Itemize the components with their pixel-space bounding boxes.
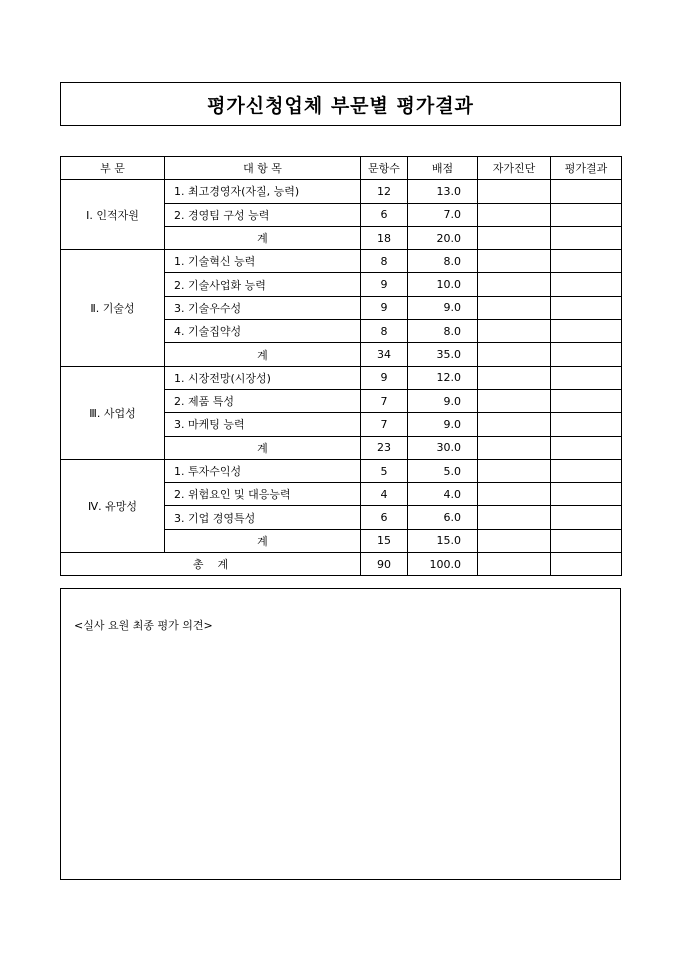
item-label: 2. 기술사업화 능력 — [165, 273, 361, 296]
evaluation-result-cell[interactable] — [551, 483, 622, 506]
title-box — [60, 82, 621, 126]
self-diagnosis-cell[interactable] — [478, 389, 551, 412]
subtotal-label: 계 — [165, 226, 361, 249]
header-self-diagnosis: 자가진단 — [478, 157, 551, 180]
self-diagnosis-cell[interactable] — [478, 366, 551, 389]
item-label: 3. 기업 경영특성 — [165, 506, 361, 529]
evaluation-result-cell[interactable] — [551, 436, 622, 459]
item-score: 9.0 — [408, 413, 478, 436]
self-diagnosis-cell[interactable] — [478, 529, 551, 552]
item-count: 5 — [361, 459, 408, 482]
header-score: 배점 — [408, 157, 478, 180]
evaluation-result-cell[interactable] — [551, 529, 622, 552]
item-count: 6 — [361, 506, 408, 529]
item-count: 4 — [361, 483, 408, 506]
subtotal-score: 15.0 — [408, 529, 478, 552]
item-score: 5.0 — [408, 459, 478, 482]
total-count: 90 — [361, 553, 408, 576]
evaluation-result-cell[interactable] — [551, 366, 622, 389]
item-count: 7 — [361, 389, 408, 412]
subtotal-score: 35.0 — [408, 343, 478, 366]
self-diagnosis-cell[interactable] — [478, 296, 551, 319]
self-diagnosis-cell[interactable] — [478, 483, 551, 506]
item-count: 6 — [361, 203, 408, 226]
evaluation-result-cell[interactable] — [551, 250, 622, 273]
self-diagnosis-cell[interactable] — [478, 436, 551, 459]
self-diagnosis-cell[interactable] — [478, 273, 551, 296]
item-score: 13.0 — [408, 180, 478, 203]
item-label: 3. 마케팅 능력 — [165, 413, 361, 436]
evaluation-result-cell[interactable] — [551, 343, 622, 366]
evaluation-result-cell[interactable] — [551, 296, 622, 319]
total-score: 100.0 — [408, 553, 478, 576]
section-name: Ⅳ. 유망성 — [61, 459, 165, 552]
subtotal-count: 23 — [361, 436, 408, 459]
subtotal-label: 계 — [165, 529, 361, 552]
item-score: 4.0 — [408, 483, 478, 506]
evaluation-result-cell[interactable] — [551, 459, 622, 482]
total-label: 총 계 — [61, 553, 361, 576]
item-label: 2. 위험요인 및 대응능력 — [165, 483, 361, 506]
subtotal-count: 15 — [361, 529, 408, 552]
evaluation-table — [60, 156, 622, 576]
opinion-label: <실사 요원 최종 평가 의견> — [74, 619, 213, 632]
self-diagnosis-cell[interactable] — [478, 343, 551, 366]
item-label: 1. 기술혁신 능력 — [165, 250, 361, 273]
self-diagnosis-cell[interactable] — [478, 553, 551, 576]
item-score: 8.0 — [408, 320, 478, 343]
item-count: 8 — [361, 250, 408, 273]
item-count: 9 — [361, 366, 408, 389]
evaluation-result-cell[interactable] — [551, 413, 622, 436]
evaluation-result-cell[interactable] — [551, 553, 622, 576]
self-diagnosis-cell[interactable] — [478, 506, 551, 529]
header-count: 문항수 — [361, 157, 408, 180]
item-label: 1. 최고경영자(자질, 능력) — [165, 180, 361, 203]
subtotal-label: 계 — [165, 343, 361, 366]
item-score: 7.0 — [408, 203, 478, 226]
item-count: 7 — [361, 413, 408, 436]
self-diagnosis-cell[interactable] — [478, 413, 551, 436]
item-count: 12 — [361, 180, 408, 203]
evaluation-result-cell[interactable] — [551, 506, 622, 529]
evaluation-result-cell[interactable] — [551, 226, 622, 249]
evaluation-result-cell[interactable] — [551, 180, 622, 203]
opinion-box[interactable] — [60, 588, 621, 880]
subtotal-score: 30.0 — [408, 436, 478, 459]
section-name: Ⅰ. 인적자원 — [61, 180, 165, 250]
page-title: 평가신청업체 부문별 평가결과 — [207, 94, 474, 117]
evaluation-result-cell[interactable] — [551, 389, 622, 412]
subtotal-score: 20.0 — [408, 226, 478, 249]
self-diagnosis-cell[interactable] — [478, 250, 551, 273]
item-count: 9 — [361, 273, 408, 296]
subtotal-label: 계 — [165, 436, 361, 459]
header-item: 대 항 목 — [165, 157, 361, 180]
item-count: 9 — [361, 296, 408, 319]
header-evaluation-result: 평가결과 — [551, 157, 622, 180]
item-label: 4. 기술집약성 — [165, 320, 361, 343]
item-score: 10.0 — [408, 273, 478, 296]
self-diagnosis-cell[interactable] — [478, 320, 551, 343]
item-score: 12.0 — [408, 366, 478, 389]
self-diagnosis-cell[interactable] — [478, 203, 551, 226]
item-score: 8.0 — [408, 250, 478, 273]
item-count: 8 — [361, 320, 408, 343]
table-header-row — [61, 157, 622, 180]
evaluation-result-cell[interactable] — [551, 203, 622, 226]
item-label: 1. 투자수익성 — [165, 459, 361, 482]
item-label: 2. 제품 특성 — [165, 389, 361, 412]
self-diagnosis-cell[interactable] — [478, 226, 551, 249]
item-label: 3. 기술우수성 — [165, 296, 361, 319]
evaluation-result-cell[interactable] — [551, 320, 622, 343]
table-row — [61, 366, 622, 389]
evaluation-result-cell[interactable] — [551, 273, 622, 296]
header-section: 부 문 — [61, 157, 165, 180]
table-row — [61, 180, 622, 203]
self-diagnosis-cell[interactable] — [478, 459, 551, 482]
subtotal-count: 18 — [361, 226, 408, 249]
section-name: Ⅱ. 기술성 — [61, 250, 165, 366]
table-row — [61, 459, 622, 482]
item-label: 1. 시장전망(시장성) — [165, 366, 361, 389]
subtotal-count: 34 — [361, 343, 408, 366]
item-score: 9.0 — [408, 296, 478, 319]
total-row — [61, 553, 622, 576]
section-name: Ⅲ. 사업성 — [61, 366, 165, 459]
self-diagnosis-cell[interactable] — [478, 180, 551, 203]
item-score: 9.0 — [408, 389, 478, 412]
item-label: 2. 경영팀 구성 능력 — [165, 203, 361, 226]
table-row — [61, 250, 622, 273]
item-score: 6.0 — [408, 506, 478, 529]
